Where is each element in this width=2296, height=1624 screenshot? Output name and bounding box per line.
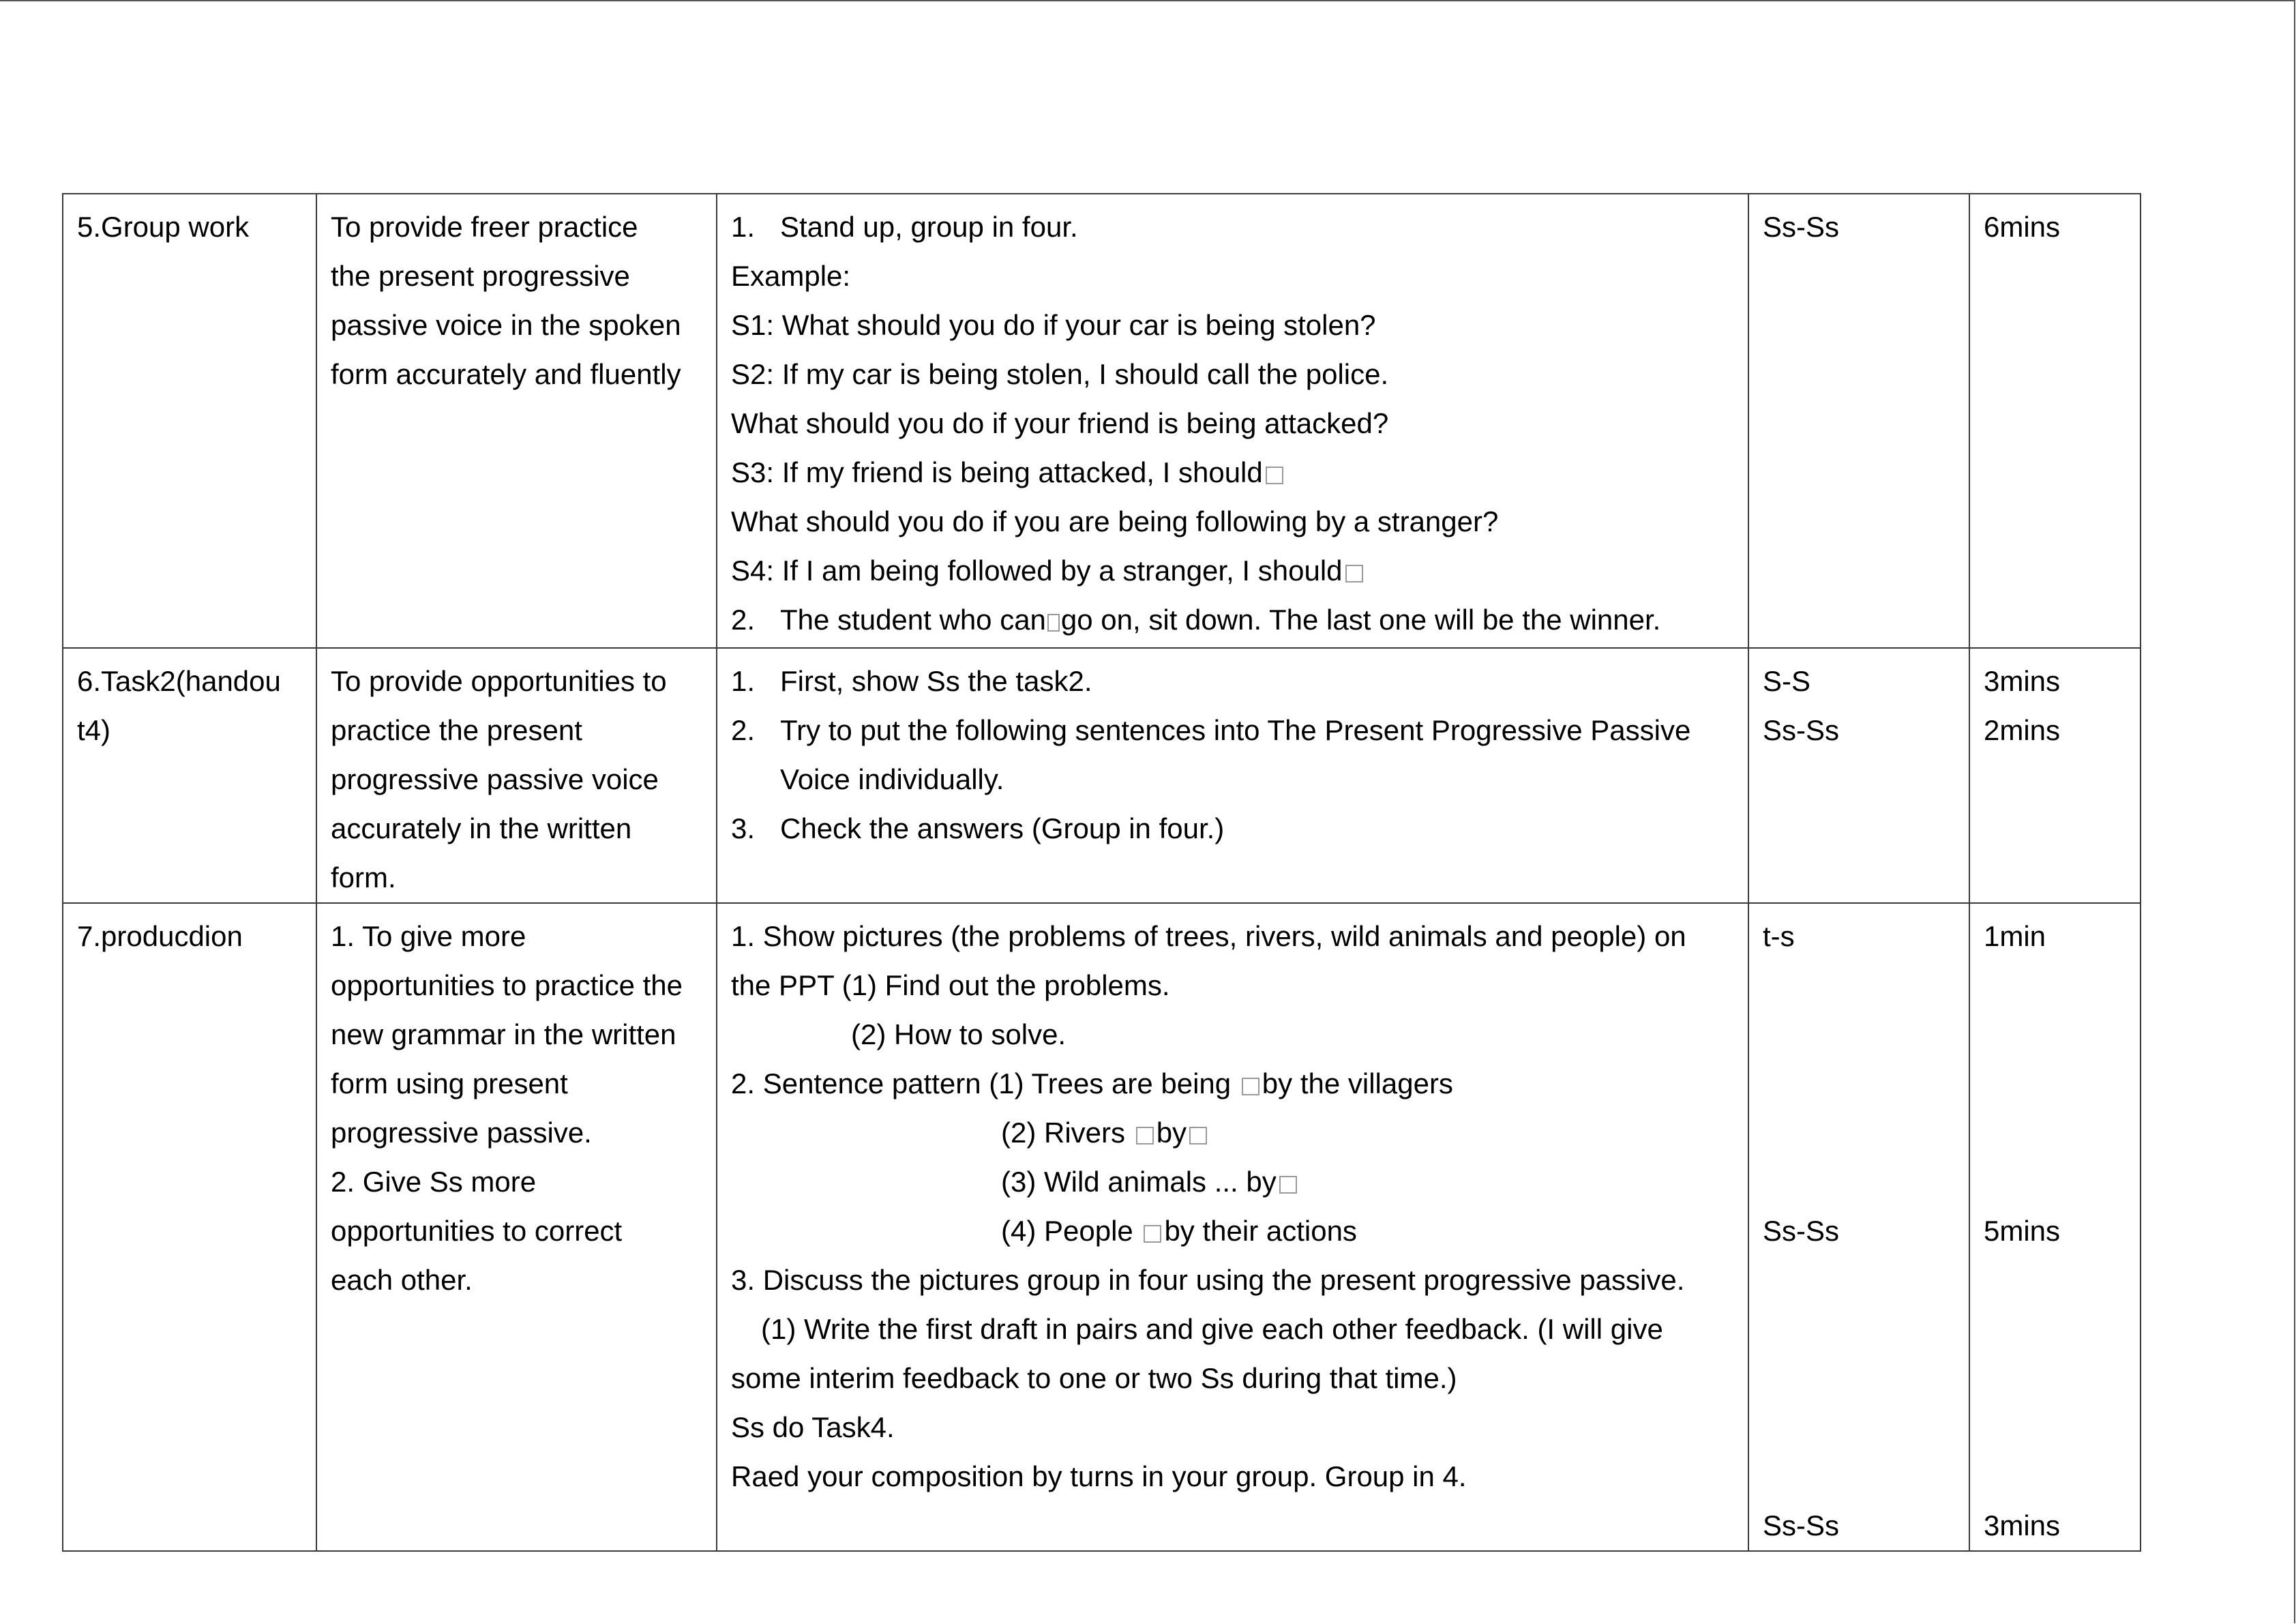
time-cell [1969, 648, 2141, 903]
procedure-cell [717, 194, 1748, 648]
procedure-cell [717, 903, 1748, 1551]
procedure-line: S1: What should you do if your car is being stolen? [731, 309, 1376, 341]
procedure-cell [717, 648, 1748, 903]
procedure-line: 1. Show pictures (the problems of trees, rivers, wild animals and people) on [731, 920, 1686, 952]
procedure-line: 3. Discuss the pictures group in four using the present progressive passive. [731, 1264, 1685, 1296]
step-name: 7.producdion [77, 920, 243, 952]
procedure-line: 3. Check the answers (Group in four.) [731, 812, 1225, 844]
interaction-value: Ss-Ss [1763, 1215, 1840, 1247]
interaction-cell [1748, 903, 1969, 1551]
aim-line: practice the present [331, 714, 582, 746]
aim-cell [316, 648, 717, 903]
interaction-value: Ss-Ss [1763, 211, 1840, 243]
aim-line: opportunities to practice the [331, 969, 683, 1001]
procedure-line: (2) Rivers by [731, 1108, 1734, 1157]
time-value: 1min [1984, 920, 2046, 952]
missing-glyph-icon [1047, 614, 1060, 632]
interaction-value: Ss-Ss [1763, 1509, 1840, 1541]
aim-line: each other. [331, 1264, 473, 1296]
procedure-line: some interim feedback to one or two Ss during that time.) [731, 1362, 1457, 1394]
procedure-line: (4) People by their actions [1001, 1215, 1357, 1247]
interaction-value: t-s [1763, 920, 1795, 952]
aim-cell [316, 194, 717, 648]
procedure-line: Example: [731, 260, 851, 292]
interaction-cell [1748, 194, 1969, 648]
procedure-line: the PPT (1) Find out the problems. [731, 969, 1170, 1001]
procedure-line: (1) Write the first draft in pairs and give each other feedback. (I will give [761, 1313, 1663, 1345]
lesson-plan-table [62, 193, 2141, 1552]
aim-line: new grammar in the written [331, 1018, 676, 1050]
interaction-value: S-S [1763, 665, 1811, 697]
procedure-line: What should you do if your friend is being attacked? [731, 407, 1389, 439]
procedure-line: (3) Wild animals ... by [731, 1157, 1734, 1207]
aim-line: form accurately and fluently [331, 358, 681, 390]
time-value: 3mins [1984, 665, 2061, 697]
aim-cell [316, 903, 717, 1551]
interaction-cell [1748, 648, 1969, 903]
time-cell [1969, 903, 2141, 1551]
procedure-line: 2. Sentence pattern (1) Trees are being by the villagers [731, 1067, 1453, 1099]
table-row-production [63, 903, 2141, 1551]
table-row-group-work [63, 194, 2141, 648]
step-cell [63, 648, 316, 903]
procedure-line: S2: If my car is being stolen, I should call the police. [731, 358, 1389, 390]
step-name: 6.Task2(handou [77, 665, 281, 697]
aim-line: To provide opportunities to [331, 665, 667, 697]
missing-glyph-icon [1279, 1176, 1297, 1194]
aim-line: 1. To give more [331, 920, 526, 952]
procedure-line: S3: If my friend is being attacked, I should [731, 448, 1734, 497]
aim-line: 2. Give Ss more [331, 1166, 537, 1198]
time-value: 6mins [1984, 211, 2061, 243]
procedure-line: 1. Stand up, group in four. [731, 211, 1078, 243]
procedure-line: 1. First, show Ss the task2. [731, 665, 1092, 697]
time-value: 5mins [1984, 1215, 2061, 1247]
aim-line: accurately in the written [331, 812, 632, 844]
aim-line: To provide freer practice [331, 211, 638, 243]
procedure-line: 2. The student who can go on, sit down. The last one will be the winner. [731, 604, 1661, 636]
missing-glyph-icon [1144, 1225, 1161, 1243]
procedure-line: What should you do if you are being following by a stranger? [731, 505, 1499, 537]
procedure-line: Raed your composition by turns in your group. Group in 4. [731, 1460, 1467, 1492]
aim-line: form. [331, 861, 396, 894]
procedure-line: (2) How to solve. [851, 1018, 1067, 1050]
procedure-line: Ss do Task4. [731, 1411, 895, 1443]
aim-line: the present progressive [331, 260, 630, 292]
aim-line: form using present [331, 1067, 568, 1099]
missing-glyph-icon [1242, 1078, 1259, 1095]
procedure-line: S4: If I am being followed by a stranger, I should [731, 546, 1734, 595]
step-name: t4) [77, 714, 111, 746]
missing-glyph-icon [1345, 565, 1363, 582]
missing-glyph-icon [1189, 1127, 1207, 1145]
aim-line: progressive passive voice [331, 763, 659, 795]
missing-glyph-icon [1136, 1127, 1154, 1145]
step-name: 5.Group work [77, 211, 250, 243]
step-cell [63, 194, 316, 648]
aim-line: opportunities to correct [331, 1215, 623, 1247]
time-value: 2mins [1984, 714, 2061, 746]
time-cell [1969, 194, 2141, 648]
aim-line: progressive passive. [331, 1117, 592, 1149]
procedure-line: Voice individually. [780, 763, 1004, 795]
procedure-line: 2. Try to put the following sentences into The Present Progressive Passive [731, 714, 1691, 746]
aim-line: passive voice in the spoken [331, 309, 681, 341]
interaction-value: Ss-Ss [1763, 714, 1840, 746]
table-row-task2 [63, 648, 2141, 903]
missing-glyph-icon [1266, 467, 1283, 484]
time-value: 3mins [1984, 1509, 2061, 1541]
step-cell [63, 903, 316, 1551]
